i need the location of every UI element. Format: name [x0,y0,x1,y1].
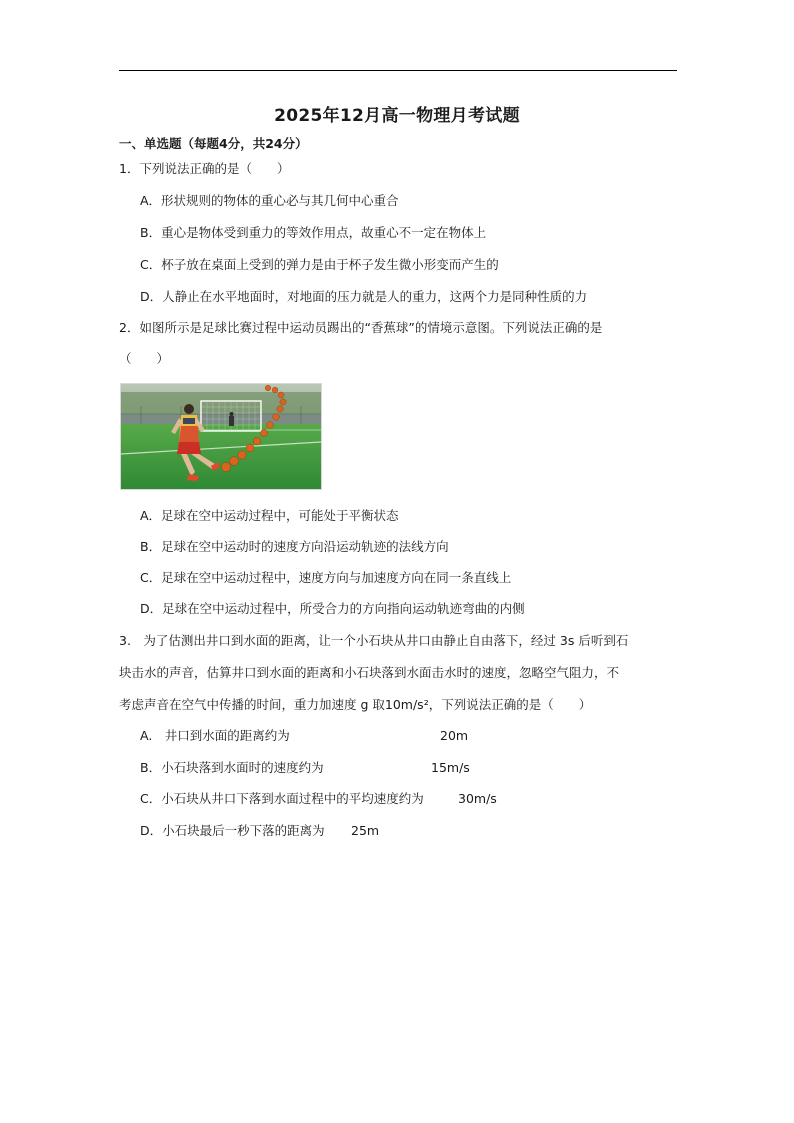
question-3-stem-line-2: 块击水的声音，估算井口到水面的距离和小石块落到水面击水时的速度，忽略空气阻力，不 [119,665,620,680]
header-rule [119,70,677,71]
soccer-scene-icon [121,384,321,489]
question-2-stem-line-1: 2．如图所示是足球比赛过程中运动员踢出的“香蕉球”的情境示意图。下列说法正确的是 [119,320,603,335]
page-title: 2025年12月高一物理月考试题 [274,106,520,126]
question-3-option-d-value: 25m [351,823,380,838]
soccer-banana-kick-photo [120,383,322,490]
question-2-option-a: A．足球在空中运动过程中，可能处于平衡状态 [140,508,399,523]
section-heading: 一、单选题（每题4分，共24分） [119,136,308,151]
question-1-option-a: A．形状规则的物体的重心必与其几何中心重合 [140,193,399,208]
question-2-option-c: C．足球在空中运动过程中，速度方向与加速度方向在同一条直线上 [140,570,512,585]
question-3-option-b-value: 15m/s [431,760,470,775]
question-3-option-a: A. 井口到水面的距离约为 [140,728,290,743]
question-1-option-c: C．杯子放在桌面上受到的弹力是由于杯子发生微小形变而产生的 [140,257,499,272]
question-1-option-b: B．重心是物体受到重力的等效作用点，故重心不一定在物体上 [140,225,487,240]
question-2-stem-line-2: （ ） [119,351,170,366]
question-3-stem-line-1: 3. 为了估测出井口到水面的距离，让一个小石块从井口由静止自由落下，经过 3s 后听到石 [119,633,629,648]
question-3-option-d: D．小石块最后一秒下落的距离为 [140,823,325,838]
question-2-option-b: B．足球在空中运动时的速度方向沿运动轨迹的法线方向 [140,539,449,554]
question-3-option-c-value: 30m/s [458,791,497,806]
question-3-option-b: B．小石块落到水面时的速度约为 [140,760,324,775]
question-2-option-d: D．足球在空中运动过程中，所受合力的方向指向运动轨迹弯曲的内侧 [140,601,525,616]
question-3-option-a-value: 20m [440,728,469,743]
question-1-stem: 1．下列说法正确的是（ ） [119,161,290,176]
question-3-stem-line-3: 考虑声音在空气中传播的时间，重力加速度 g 取10m/s²，下列说法正确的是（ ） [119,697,592,712]
question-1-option-d: D．人静止在水平地面时，对地面的压力就是人的重力，这两个力是同种性质的力 [140,289,588,304]
question-3-option-c: C．小石块从井口下落到水面过程中的平均速度约为 [140,791,424,806]
